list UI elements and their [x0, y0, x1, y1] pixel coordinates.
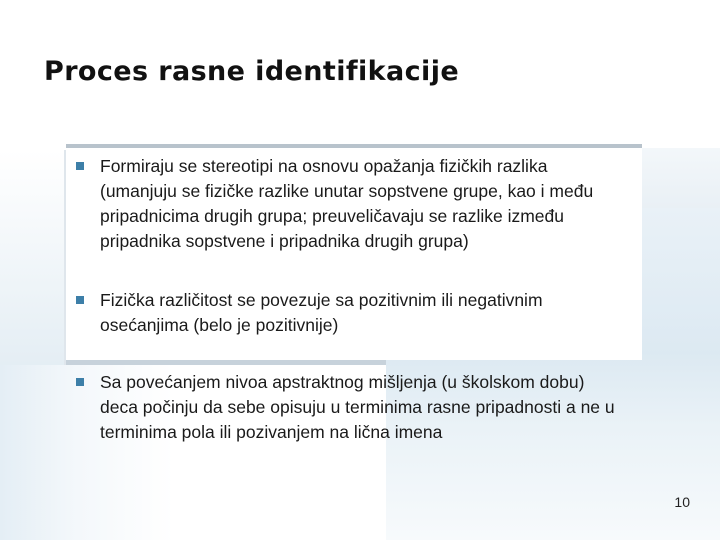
bullet-text: Fizička različitost se povezuje sa pozitivnim ili negativnim osećanjima (belo je pozitivnije) [100, 290, 543, 335]
square-bullet-icon [76, 296, 84, 304]
bullet-item [76, 154, 676, 254]
square-bullet-icon [76, 378, 84, 386]
page-number: 10 [674, 494, 690, 510]
bullet-item [76, 288, 676, 338]
bullet-text: Sa povećanjem nivoa apstraktnog mišljenja (u školskom dobu) deca počinju da sebe opisuju u terminima rasne pripadnosti a ne u terminima pola ili pozivanjem na lična imena [100, 372, 615, 442]
decorative-mid-rule [66, 360, 386, 365]
decorative-vertical-rule [64, 150, 66, 365]
slide-title: Proces rasne identifikacije [44, 56, 460, 87]
square-bullet-icon [76, 162, 84, 170]
decorative-top-rule [66, 144, 642, 148]
bullet-item [76, 370, 706, 445]
bullet-text: Formiraju se stereotipi na osnovu opažanja fizičkih razlika (umanjuju se fizičke razlike unutar sopstvene grupe, kao i među pripadnicima drugih grupa; preuveličavaju se razlike između pripadnika sopstvene i pripadnika drugih grupa) [100, 156, 594, 251]
